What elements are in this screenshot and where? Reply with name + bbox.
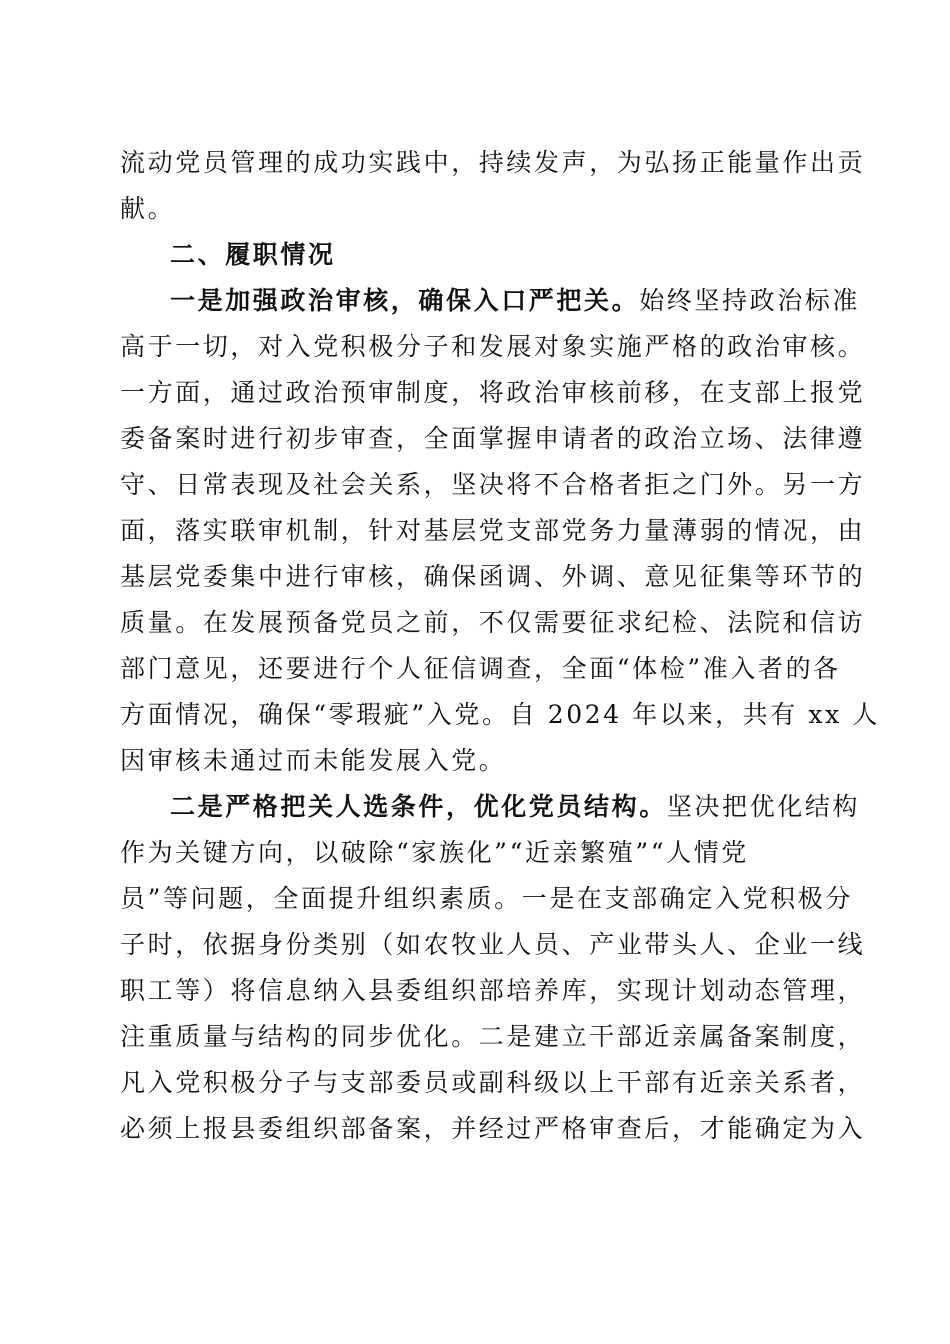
text-line: 子时，依据身份类别（如农牧业人员、产业带头人、企业一线 bbox=[120, 930, 866, 959]
paragraph-text: 始终坚持政治标准 bbox=[639, 286, 861, 315]
text-line: 作为关键方向，以破除“家族化”“近亲繁殖”“人情党 bbox=[120, 838, 749, 867]
text-line: 献。 bbox=[120, 194, 176, 223]
text-line: 方面情况，确保“零瑕疵”入党。自 2024 年以来，共有 xx 人 bbox=[120, 700, 880, 729]
text-line: 部门意见，还要进行个人征信调查，全面“体检”准入者的各 bbox=[120, 654, 841, 683]
paragraph-first-line bbox=[170, 277, 861, 325]
text-line: 守、日常表现及社会关系，坚决将不合格者拒之门外。另一方 bbox=[120, 470, 866, 499]
text-line: 一方面，通过政治预审制度，将政治审核前移，在支部上报党 bbox=[120, 378, 866, 407]
text-line: 委备案时进行初步审查，全面掌握申请者的政治立场、法律遵 bbox=[120, 424, 866, 453]
text-line: 流动党员管理的成功实践中，持续发声，为弘扬正能量作出贡 bbox=[120, 148, 866, 177]
paragraph-first-line bbox=[170, 783, 861, 831]
paragraph-lead: 一是加强政治审核，确保入口严把关。 bbox=[170, 286, 640, 315]
text-line: 基层党委集中进行审核，确保函调、外调、意见征集等环节的 bbox=[120, 562, 866, 591]
text-line: 质量。在发展预备党员之前，不仅需要征求纪检、法院和信访 bbox=[120, 608, 866, 637]
text-line: 必须上报县委组织部备案，并经过严格审查后，才能确定为入 bbox=[120, 1114, 866, 1143]
text-line: 职工等）将信息纳入县委组织部培养库，实现计划动态管理， bbox=[120, 976, 866, 1005]
text-line: 因审核未通过而未能发展入党。 bbox=[120, 746, 507, 775]
text-line: 面，落实联审机制，针对基层党支部党务力量薄弱的情况，由 bbox=[120, 516, 866, 545]
text-line: 凡入党积极分子与支部委员或副科级以上干部有近亲关系者， bbox=[120, 1068, 866, 1097]
paragraph-text: 坚决把优化结构 bbox=[666, 792, 861, 821]
text-line: 员”等问题，全面提升组织素质。一是在支部确定入党积极分 bbox=[120, 884, 853, 913]
text-line: 注重质量与结构的同步优化。二是建立干部近亲属备案制度， bbox=[120, 1022, 866, 1051]
section-heading: 二、履职情况 bbox=[170, 240, 336, 269]
text-line: 高于一切，对入党积极分子和发展对象实施严格的政治审核。 bbox=[120, 332, 866, 361]
paragraph-lead: 二是严格把关人选条件，优化党员结构。 bbox=[170, 792, 667, 821]
